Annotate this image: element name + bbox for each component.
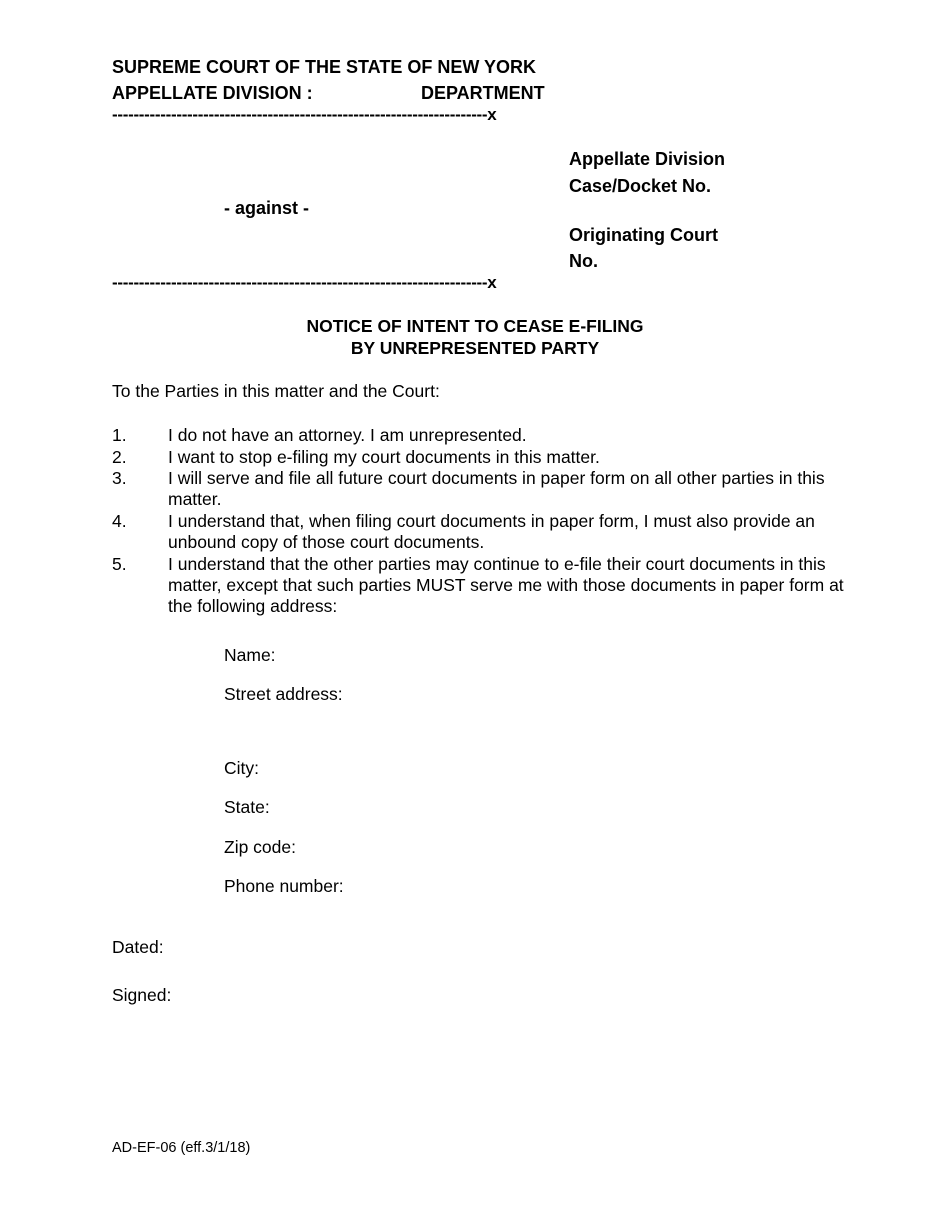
- zip-code-field-label: Zip code:: [224, 837, 296, 857]
- item-number: 4.: [112, 511, 127, 531]
- list-item: I will serve and file all future court documents in paper form on all other parties in this matter.: [168, 468, 825, 509]
- department-label: DEPARTMENT: [421, 83, 545, 103]
- item-number: 1.: [112, 425, 127, 445]
- notice-title-line1: NOTICE OF INTENT TO CEASE E-FILING: [306, 316, 644, 336]
- item-number: 3.: [112, 468, 127, 488]
- salutation: To the Parties in this matter and the Court:: [112, 381, 440, 401]
- list-item: I want to stop e-filing my court documents in this matter.: [168, 447, 600, 467]
- notice-title-line2: BY UNREPRESENTED PARTY: [350, 338, 600, 358]
- caption-separator-top: ----------------------------------------------------------------------x: [112, 105, 497, 124]
- city-field-label: City:: [224, 758, 259, 778]
- originating-court-label-line1: Originating Court: [569, 225, 718, 245]
- list-item: I understand that, when filing court documents in paper form, I must also provide an unbound copy of those court documents.: [168, 511, 815, 552]
- appellate-case-label-line2: Case/Docket No.: [569, 176, 712, 196]
- item-number: 2.: [112, 447, 127, 467]
- appellate-case-label-line1: Appellate Division: [569, 149, 726, 169]
- appellate-division-label: APPELLATE DIVISION :: [112, 83, 313, 103]
- court-name: SUPREME COURT OF THE STATE OF NEW YORK: [112, 57, 537, 77]
- dated-label: Dated:: [112, 937, 164, 957]
- signed-label: Signed:: [112, 985, 172, 1005]
- list-item: I understand that the other parties may continue to e-file their court documents in this matter, except that such parties MUST serve me with those documents in paper form at the following address:: [168, 554, 844, 616]
- list-item: I do not have an attorney. I am unrepresented.: [168, 425, 527, 445]
- originating-court-label-line2: No.: [569, 251, 598, 271]
- against-label: - against -: [224, 198, 310, 218]
- state-field-label: State:: [224, 797, 270, 817]
- form-id: AD-EF-06 (eff.3/1/18): [112, 1140, 251, 1156]
- item-number: 5.: [112, 554, 127, 574]
- name-field-label: Name:: [224, 645, 276, 665]
- caption-separator-bottom: ----------------------------------------------------------------------x: [112, 273, 497, 292]
- phone-number-field-label: Phone number:: [224, 876, 344, 896]
- street-address-field-label: Street address:: [224, 684, 343, 704]
